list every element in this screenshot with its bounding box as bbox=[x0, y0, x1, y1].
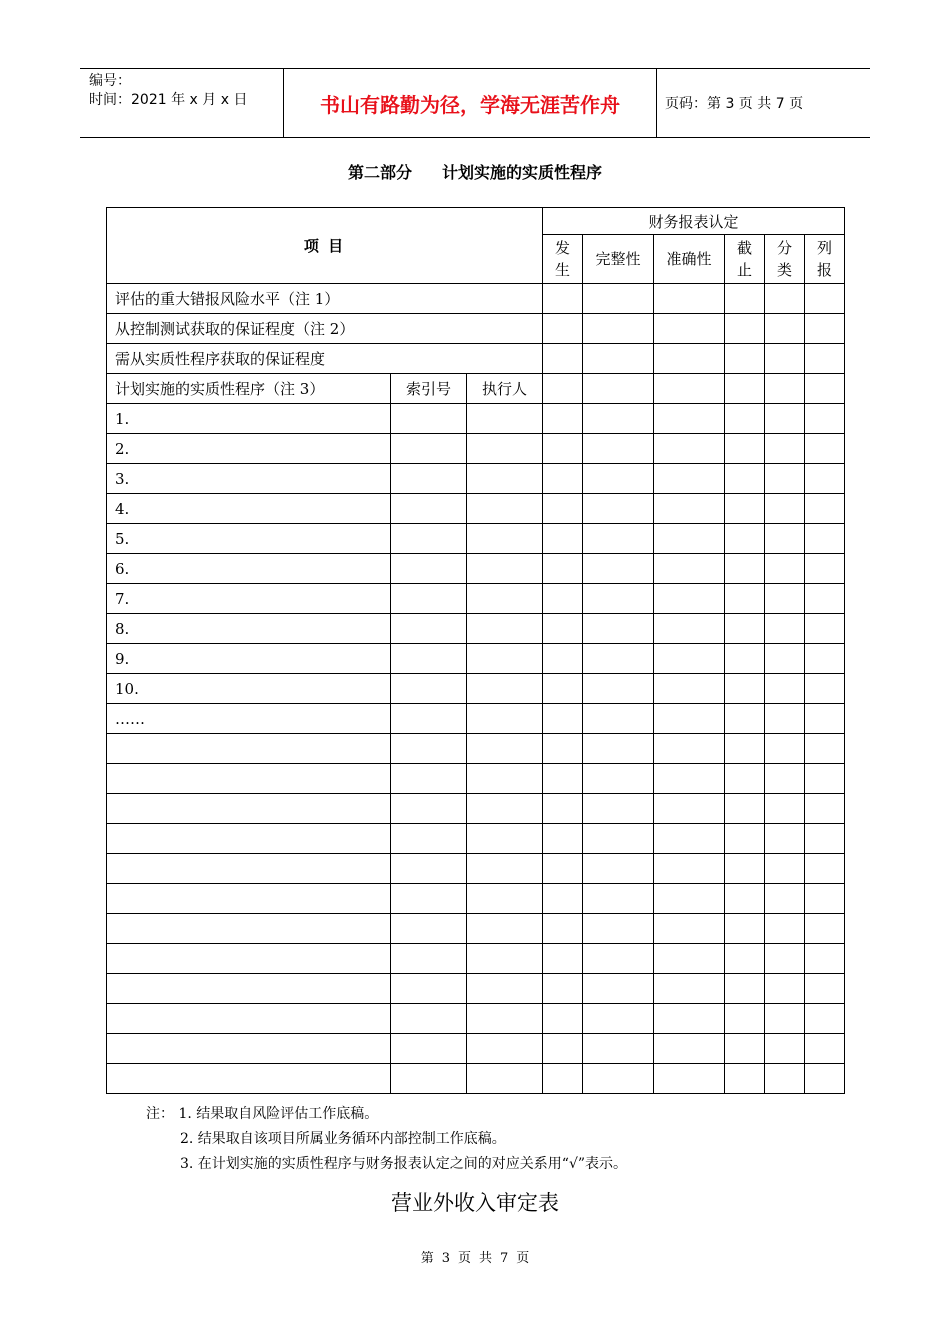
assertion-cell[interactable] bbox=[654, 644, 725, 674]
assertion-cell[interactable] bbox=[805, 494, 845, 524]
footer-total-pre: 共 bbox=[479, 1251, 493, 1266]
assertion-cell[interactable] bbox=[725, 674, 765, 704]
assertion-cell[interactable] bbox=[543, 674, 583, 704]
procedure-label: 3. bbox=[107, 464, 391, 494]
section-part: 第二部分 bbox=[347, 163, 412, 182]
assertion-cell[interactable] bbox=[725, 374, 765, 404]
procedure-label: 5. bbox=[107, 524, 391, 554]
procedure-row bbox=[107, 554, 845, 584]
assertion-cell[interactable] bbox=[654, 584, 725, 614]
assertion-cell[interactable] bbox=[583, 374, 654, 404]
blank-cell[interactable] bbox=[467, 764, 543, 794]
assertion-cell[interactable] bbox=[765, 614, 805, 644]
assertion-cell[interactable] bbox=[583, 344, 654, 374]
blank-cell[interactable] bbox=[107, 944, 391, 974]
procedure-row bbox=[107, 404, 845, 434]
blank-cell[interactable] bbox=[765, 824, 805, 854]
blank-cell[interactable] bbox=[391, 1064, 467, 1094]
assertion-cell[interactable] bbox=[583, 644, 654, 674]
note-1: 1. 结果取自风险评估工作底稿。 bbox=[178, 1106, 379, 1122]
procedure-meta-cell[interactable] bbox=[391, 554, 467, 584]
assertion-cell[interactable] bbox=[805, 524, 845, 554]
blank-cell[interactable] bbox=[391, 1034, 467, 1064]
procedure-label: …… bbox=[107, 704, 391, 734]
blank-cell[interactable] bbox=[467, 824, 543, 854]
blank-cell[interactable] bbox=[467, 794, 543, 824]
assertion-header: 分 类 bbox=[765, 235, 805, 284]
document-title: 营业外收入审定表 bbox=[391, 1191, 559, 1215]
table-notes bbox=[146, 1102, 627, 1177]
procedure-label: 6. bbox=[107, 554, 391, 584]
blank-cell[interactable] bbox=[543, 734, 583, 764]
blank-cell[interactable] bbox=[805, 914, 845, 944]
blank-cell[interactable] bbox=[725, 884, 765, 914]
assertion-cell[interactable] bbox=[543, 434, 583, 464]
assertion-cell[interactable] bbox=[805, 404, 845, 434]
assertion-cell[interactable] bbox=[583, 554, 654, 584]
blank-cell[interactable] bbox=[725, 764, 765, 794]
assertion-cell[interactable] bbox=[654, 704, 725, 734]
footer-post: 页 bbox=[516, 1251, 530, 1266]
blank-row bbox=[107, 794, 845, 824]
blank-cell[interactable] bbox=[805, 854, 845, 884]
assertion-cell[interactable] bbox=[765, 644, 805, 674]
procedure-meta-cell[interactable] bbox=[467, 464, 543, 494]
procedure-row bbox=[107, 464, 845, 494]
procedure-meta-cell[interactable] bbox=[467, 704, 543, 734]
assertion-cell[interactable] bbox=[543, 644, 583, 674]
blank-cell[interactable] bbox=[583, 884, 654, 914]
blank-cell[interactable] bbox=[467, 944, 543, 974]
blank-cell[interactable] bbox=[467, 884, 543, 914]
fsa-header: 财务报表认定 bbox=[543, 208, 845, 235]
assertion-cell[interactable] bbox=[805, 554, 845, 584]
blank-cell[interactable] bbox=[725, 734, 765, 764]
assertion-cell[interactable] bbox=[725, 494, 765, 524]
table-row bbox=[107, 314, 845, 344]
procedure-label: 4. bbox=[107, 494, 391, 524]
procedure-label: 1. bbox=[107, 404, 391, 434]
assertion-cell[interactable] bbox=[543, 284, 583, 314]
blank-cell[interactable] bbox=[543, 1004, 583, 1034]
blank-cell[interactable] bbox=[805, 1004, 845, 1034]
procedure-meta-cell[interactable] bbox=[391, 644, 467, 674]
procedure-meta-cell[interactable] bbox=[391, 584, 467, 614]
blank-cell[interactable] bbox=[391, 914, 467, 944]
blank-cell[interactable] bbox=[583, 764, 654, 794]
assertion-cell[interactable] bbox=[543, 614, 583, 644]
blank-cell[interactable] bbox=[583, 734, 654, 764]
blank-cell[interactable] bbox=[543, 944, 583, 974]
assertion-cell[interactable] bbox=[765, 554, 805, 584]
assertion-cell[interactable] bbox=[654, 554, 725, 584]
assertion-cell[interactable] bbox=[654, 614, 725, 644]
blank-cell[interactable] bbox=[765, 884, 805, 914]
blank-cell[interactable] bbox=[725, 1064, 765, 1094]
time-label: 时间：2021 年 x 月 x 日 bbox=[89, 92, 248, 108]
blank-cell[interactable] bbox=[107, 914, 391, 944]
assertion-cell[interactable] bbox=[543, 314, 583, 344]
assertion-cell[interactable] bbox=[654, 434, 725, 464]
assertion-cell[interactable] bbox=[765, 524, 805, 554]
table-row bbox=[107, 284, 845, 314]
assertion-cell[interactable] bbox=[583, 614, 654, 644]
procedure-meta-cell[interactable] bbox=[467, 584, 543, 614]
procedure-label: 10. bbox=[107, 674, 391, 704]
notes-prefix: 注： bbox=[146, 1106, 174, 1122]
executor-header: 执行人 bbox=[467, 374, 543, 404]
header-meta bbox=[80, 69, 283, 137]
blank-cell[interactable] bbox=[654, 974, 725, 1004]
blank-cell[interactable] bbox=[583, 854, 654, 884]
assertion-header: 准确性 bbox=[654, 235, 725, 284]
procedure-meta-cell[interactable] bbox=[391, 494, 467, 524]
blank-cell[interactable] bbox=[467, 1064, 543, 1094]
blank-cell[interactable] bbox=[765, 944, 805, 974]
assertion-cell[interactable] bbox=[725, 704, 765, 734]
blank-row bbox=[107, 944, 845, 974]
assertion-cell[interactable] bbox=[725, 404, 765, 434]
blank-cell[interactable] bbox=[543, 794, 583, 824]
blank-cell[interactable] bbox=[765, 1034, 805, 1064]
procedure-meta-cell[interactable] bbox=[391, 674, 467, 704]
page-header bbox=[80, 68, 870, 138]
assertion-cell[interactable] bbox=[543, 554, 583, 584]
blank-cell[interactable] bbox=[391, 884, 467, 914]
assertion-cell[interactable] bbox=[805, 704, 845, 734]
assertion-cell[interactable] bbox=[805, 314, 845, 344]
procedure-meta-cell[interactable] bbox=[467, 614, 543, 644]
blank-cell[interactable] bbox=[391, 1004, 467, 1034]
assertion-cell[interactable] bbox=[654, 284, 725, 314]
blank-cell[interactable] bbox=[805, 734, 845, 764]
blank-cell[interactable] bbox=[107, 854, 391, 884]
blank-cell[interactable] bbox=[583, 1004, 654, 1034]
procedure-row bbox=[107, 524, 845, 554]
assertion-cell[interactable] bbox=[654, 404, 725, 434]
assertion-cell[interactable] bbox=[725, 464, 765, 494]
assertion-cell[interactable] bbox=[725, 584, 765, 614]
assertion-cell[interactable] bbox=[654, 374, 725, 404]
procedure-meta-cell[interactable] bbox=[467, 404, 543, 434]
blank-cell[interactable] bbox=[654, 1004, 725, 1034]
procedure-row bbox=[107, 584, 845, 614]
assertion-header: 发 生 bbox=[543, 235, 583, 284]
blank-cell[interactable] bbox=[583, 824, 654, 854]
assertion-cell[interactable] bbox=[543, 524, 583, 554]
blank-cell[interactable] bbox=[107, 794, 391, 824]
blank-cell[interactable] bbox=[805, 1034, 845, 1064]
blank-cell[interactable] bbox=[543, 854, 583, 884]
assertion-cell[interactable] bbox=[725, 284, 765, 314]
blank-cell[interactable] bbox=[654, 914, 725, 944]
blank-cell[interactable] bbox=[391, 764, 467, 794]
blank-cell[interactable] bbox=[467, 1004, 543, 1034]
procedure-row bbox=[107, 494, 845, 524]
assertion-cell[interactable] bbox=[805, 674, 845, 704]
assertion-cell[interactable] bbox=[583, 404, 654, 434]
header-page-label: 页码：第 3 页 共 7 页 bbox=[665, 96, 804, 112]
blank-row bbox=[107, 854, 845, 884]
blank-cell[interactable] bbox=[543, 1064, 583, 1094]
index-header: 索引号 bbox=[391, 374, 467, 404]
assertion-cell[interactable] bbox=[765, 584, 805, 614]
blank-row bbox=[107, 1064, 845, 1094]
blank-cell[interactable] bbox=[805, 824, 845, 854]
procedure-row bbox=[107, 434, 845, 464]
blank-cell[interactable] bbox=[391, 854, 467, 884]
blank-row bbox=[107, 884, 845, 914]
blank-cell[interactable] bbox=[107, 824, 391, 854]
procedure-meta-cell[interactable] bbox=[391, 704, 467, 734]
blank-cell[interactable] bbox=[467, 1034, 543, 1064]
blank-cell[interactable] bbox=[543, 824, 583, 854]
blank-cell[interactable] bbox=[765, 794, 805, 824]
assertion-cell[interactable] bbox=[725, 314, 765, 344]
assertion-cell[interactable] bbox=[765, 464, 805, 494]
assertion-cell[interactable] bbox=[583, 284, 654, 314]
assertion-cell[interactable] bbox=[805, 584, 845, 614]
assertion-cell[interactable] bbox=[583, 704, 654, 734]
blank-cell[interactable] bbox=[725, 974, 765, 1004]
assertion-header: 完整性 bbox=[583, 235, 654, 284]
assertion-cell[interactable] bbox=[654, 494, 725, 524]
blank-cell[interactable] bbox=[805, 764, 845, 794]
blank-cell[interactable] bbox=[467, 974, 543, 1004]
procedure-row bbox=[107, 674, 845, 704]
substantive-procedure-table bbox=[106, 207, 845, 1094]
note-3: 3. 在计划实施的实质性程序与财务报表认定之间的对应关系用“√”表示。 bbox=[180, 1156, 628, 1172]
blank-cell[interactable] bbox=[654, 734, 725, 764]
blank-cell[interactable] bbox=[583, 944, 654, 974]
procedure-meta-cell[interactable] bbox=[391, 404, 467, 434]
blank-cell[interactable] bbox=[467, 854, 543, 884]
blank-cell[interactable] bbox=[805, 974, 845, 1004]
assertion-cell[interactable] bbox=[765, 404, 805, 434]
assertion-cell[interactable] bbox=[725, 614, 765, 644]
procedure-label: 8. bbox=[107, 614, 391, 644]
assertion-cell[interactable] bbox=[805, 344, 845, 374]
assertion-cell[interactable] bbox=[805, 464, 845, 494]
assertion-cell[interactable] bbox=[543, 494, 583, 524]
blank-cell[interactable] bbox=[725, 944, 765, 974]
blank-cell[interactable] bbox=[654, 854, 725, 884]
blank-row bbox=[107, 824, 845, 854]
assertion-cell[interactable] bbox=[583, 494, 654, 524]
assertion-cell[interactable] bbox=[725, 554, 765, 584]
blank-cell[interactable] bbox=[543, 884, 583, 914]
blank-cell[interactable] bbox=[391, 974, 467, 1004]
blank-cell[interactable] bbox=[583, 1034, 654, 1064]
assertion-cell[interactable] bbox=[543, 374, 583, 404]
procedure-meta-cell[interactable] bbox=[467, 434, 543, 464]
assertion-cell[interactable] bbox=[725, 524, 765, 554]
blank-cell[interactable] bbox=[107, 764, 391, 794]
assertion-cell[interactable] bbox=[805, 434, 845, 464]
blank-row bbox=[107, 1004, 845, 1034]
blank-cell[interactable] bbox=[107, 884, 391, 914]
assertion-cell[interactable] bbox=[805, 644, 845, 674]
blank-cell[interactable] bbox=[467, 734, 543, 764]
assertion-cell[interactable] bbox=[654, 344, 725, 374]
procedure-label: 7. bbox=[107, 584, 391, 614]
assertion-cell[interactable] bbox=[725, 344, 765, 374]
blank-cell[interactable] bbox=[583, 914, 654, 944]
assertion-cell[interactable] bbox=[765, 284, 805, 314]
table-row bbox=[107, 344, 845, 374]
blank-cell[interactable] bbox=[765, 914, 805, 944]
blank-cell[interactable] bbox=[391, 944, 467, 974]
procedure-meta-cell[interactable] bbox=[467, 554, 543, 584]
section-title bbox=[0, 160, 950, 183]
assertion-cell[interactable] bbox=[583, 584, 654, 614]
assertion-cell[interactable] bbox=[543, 704, 583, 734]
blank-cell[interactable] bbox=[765, 734, 805, 764]
assertion-cell[interactable] bbox=[583, 314, 654, 344]
assertion-cell[interactable] bbox=[583, 464, 654, 494]
blank-row bbox=[107, 974, 845, 1004]
blank-cell[interactable] bbox=[725, 1034, 765, 1064]
blank-cell[interactable] bbox=[725, 824, 765, 854]
blank-cell[interactable] bbox=[725, 794, 765, 824]
procedure-meta-cell[interactable] bbox=[391, 614, 467, 644]
blank-cell[interactable] bbox=[391, 794, 467, 824]
blank-cell[interactable] bbox=[543, 914, 583, 944]
note-2: 2. 结果取自该项目所属业务循环内部控制工作底稿。 bbox=[180, 1131, 506, 1147]
procedure-meta-cell[interactable] bbox=[391, 464, 467, 494]
blank-cell[interactable] bbox=[391, 734, 467, 764]
blank-cell[interactable] bbox=[107, 1034, 391, 1064]
procedure-meta-cell[interactable] bbox=[391, 524, 467, 554]
assertion-cell[interactable] bbox=[765, 674, 805, 704]
blank-cell[interactable] bbox=[583, 974, 654, 1004]
blank-cell[interactable] bbox=[765, 974, 805, 1004]
blank-cell[interactable] bbox=[107, 1004, 391, 1034]
assertion-cell[interactable] bbox=[725, 434, 765, 464]
blank-cell[interactable] bbox=[725, 854, 765, 884]
assertion-cell[interactable] bbox=[805, 614, 845, 644]
header-motto: 书山有路勤为径，学海无涯苦作舟 bbox=[283, 69, 657, 137]
procedure-label: 9. bbox=[107, 644, 391, 674]
blank-cell[interactable] bbox=[765, 1064, 805, 1094]
assertion-cell[interactable] bbox=[765, 434, 805, 464]
footer-pre: 第 bbox=[420, 1251, 434, 1266]
procedure-label: 2. bbox=[107, 434, 391, 464]
blank-cell[interactable] bbox=[107, 734, 391, 764]
page-footer bbox=[0, 1247, 950, 1266]
procedure-meta-cell[interactable] bbox=[467, 674, 543, 704]
blank-cell[interactable] bbox=[654, 1034, 725, 1064]
assertion-cell[interactable] bbox=[583, 674, 654, 704]
blank-cell[interactable] bbox=[543, 1034, 583, 1064]
blank-cell[interactable] bbox=[391, 824, 467, 854]
blank-cell[interactable] bbox=[725, 914, 765, 944]
item-header: 项 目 bbox=[107, 208, 543, 284]
row-label: 评估的重大错报风险水平（注 1） bbox=[107, 284, 543, 314]
row-label: 从控制测试获取的保证程度（注 2） bbox=[107, 314, 543, 344]
assertion-cell[interactable] bbox=[654, 464, 725, 494]
assertion-cell[interactable] bbox=[765, 374, 805, 404]
procedure-row bbox=[107, 614, 845, 644]
blank-cell[interactable] bbox=[583, 1064, 654, 1094]
blank-cell[interactable] bbox=[467, 914, 543, 944]
procedure-header-row bbox=[107, 374, 845, 404]
assertion-cell[interactable] bbox=[765, 704, 805, 734]
blank-cell[interactable] bbox=[654, 824, 725, 854]
assertion-cell[interactable] bbox=[805, 284, 845, 314]
procedure-row bbox=[107, 704, 845, 734]
procedure-row bbox=[107, 644, 845, 674]
blank-cell[interactable] bbox=[654, 764, 725, 794]
blank-cell[interactable] bbox=[805, 794, 845, 824]
blank-cell[interactable] bbox=[543, 764, 583, 794]
assertion-cell[interactable] bbox=[654, 314, 725, 344]
assertion-cell[interactable] bbox=[654, 674, 725, 704]
assertion-header: 列 报 bbox=[805, 235, 845, 284]
blank-cell[interactable] bbox=[765, 1004, 805, 1034]
blank-row bbox=[107, 734, 845, 764]
blank-cell[interactable] bbox=[725, 1004, 765, 1034]
number-label: 编号： bbox=[89, 73, 131, 89]
assertion-cell[interactable] bbox=[543, 464, 583, 494]
assertion-cell[interactable] bbox=[765, 344, 805, 374]
blank-cell[interactable] bbox=[765, 854, 805, 884]
blank-cell[interactable] bbox=[654, 1064, 725, 1094]
procedure-header: 计划实施的实质性程序（注 3） bbox=[107, 374, 391, 404]
blank-cell[interactable] bbox=[543, 974, 583, 1004]
blank-row bbox=[107, 914, 845, 944]
blank-row bbox=[107, 1034, 845, 1064]
procedure-meta-cell[interactable] bbox=[467, 494, 543, 524]
blank-cell[interactable] bbox=[107, 1064, 391, 1094]
procedure-meta-cell[interactable] bbox=[467, 524, 543, 554]
blank-row bbox=[107, 764, 845, 794]
assertion-cell[interactable] bbox=[725, 644, 765, 674]
assertion-cell[interactable] bbox=[583, 434, 654, 464]
assertion-cell[interactable] bbox=[765, 314, 805, 344]
blank-cell[interactable] bbox=[654, 884, 725, 914]
assertion-cell[interactable] bbox=[543, 404, 583, 434]
procedure-meta-cell[interactable] bbox=[391, 434, 467, 464]
procedure-meta-cell[interactable] bbox=[467, 644, 543, 674]
assertion-cell[interactable] bbox=[543, 344, 583, 374]
blank-cell[interactable] bbox=[107, 974, 391, 1004]
blank-cell[interactable] bbox=[805, 884, 845, 914]
blank-cell[interactable] bbox=[654, 794, 725, 824]
row-label: 需从实质性程序获取的保证程度 bbox=[107, 344, 543, 374]
blank-cell[interactable] bbox=[765, 764, 805, 794]
assertion-cell[interactable] bbox=[583, 524, 654, 554]
footer-page: 3 bbox=[441, 1251, 450, 1266]
assertion-cell[interactable] bbox=[765, 494, 805, 524]
blank-cell[interactable] bbox=[805, 1064, 845, 1094]
footer-total: 7 bbox=[500, 1251, 509, 1266]
footer-mid: 页 bbox=[457, 1251, 471, 1266]
assertion-cell[interactable] bbox=[654, 524, 725, 554]
assertion-cell[interactable] bbox=[543, 584, 583, 614]
blank-cell[interactable] bbox=[805, 944, 845, 974]
blank-cell[interactable] bbox=[583, 794, 654, 824]
assertion-cell[interactable] bbox=[805, 374, 845, 404]
blank-cell[interactable] bbox=[654, 944, 725, 974]
section-name: 计划实施的实质性程序 bbox=[442, 163, 603, 182]
assertion-header: 截 止 bbox=[725, 235, 765, 284]
